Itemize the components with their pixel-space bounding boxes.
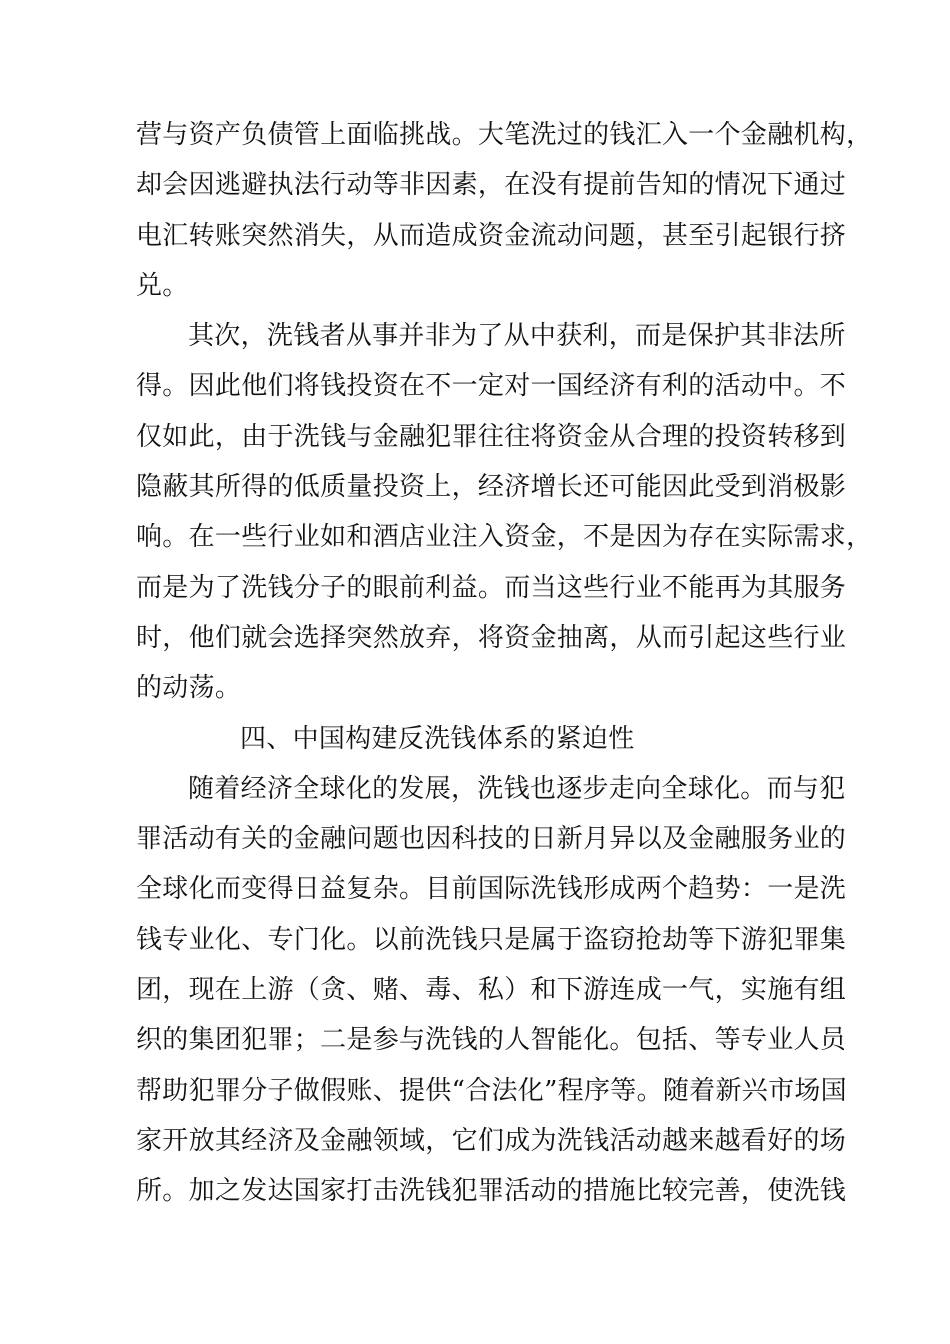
text-line: 隐蔽其所得的低质量投资上，经济增长还可能因此受到消极影	[136, 472, 847, 503]
text-line: 仅如此，由于洗钱与金融犯罪往往将资金从合理的投资转移到	[136, 421, 847, 452]
text-line: 却会因逃避执法行动等非因素，在没有提前告知的情况下通过	[136, 170, 847, 201]
text-line: 家开放其经济及金融领域，它们成为洗钱活动越来越看好的场	[136, 1125, 847, 1156]
text-line: 的动荡。	[136, 673, 242, 704]
text-line: 织的集团犯罪；二是参与洗钱的人智能化。包括、等专业人员	[136, 1025, 847, 1056]
text-line: 营与资产负债管上面临挑战。大笔洗过的钱汇入一个金融机构，	[136, 120, 873, 150]
text-line: 团，现在上游（贪、赌、毒、私）和下游连成一气，实施有组	[136, 975, 847, 1006]
text-line: 兑。	[136, 270, 189, 301]
text-line: 得。因此他们将钱投资在不一定对一国经济有利的活动中。不	[136, 371, 847, 402]
text-line: 所。加之发达国家打击洗钱犯罪活动的措施比较完善，使洗钱	[136, 1176, 847, 1207]
text-line: 电汇转账突然消失，从而造成资金流动问题，甚至引起银行挤	[136, 220, 847, 251]
body-text	[136, 110, 873, 1217]
text-line: 帮助犯罪分子做假账、提供“合法化”程序等。随着新兴市场国	[136, 1075, 847, 1106]
paragraph-first-line: 其次，洗钱者从事并非为了从中获利，而是保护其非法所	[188, 321, 846, 352]
text-line: 响。在一些行业如和酒店业注入资金，不是因为存在实际需求，	[136, 522, 873, 553]
text-line: 而是为了洗钱分子的眼前利益。而当这些行业不能再为其服务	[136, 572, 847, 603]
section-heading: 四、中国构建反洗钱体系的紧迫性	[240, 723, 635, 754]
text-line: 全球化而变得日益复杂。目前国际洗钱形成两个趋势：一是洗	[136, 874, 847, 905]
text-line: 时，他们就会选择突然放弃，将资金抽离，从而引起这些行业	[136, 622, 847, 653]
text-line: 罪活动有关的金融问题也因科技的日新月异以及金融服务业的	[136, 824, 847, 855]
paragraph-first-line: 随着经济全球化的发展，洗钱也逐步走向全球化。而与犯	[188, 773, 846, 804]
text-line: 钱专业化、专门化。以前洗钱只是属于盗窃抢劫等下游犯罪集	[136, 924, 847, 955]
